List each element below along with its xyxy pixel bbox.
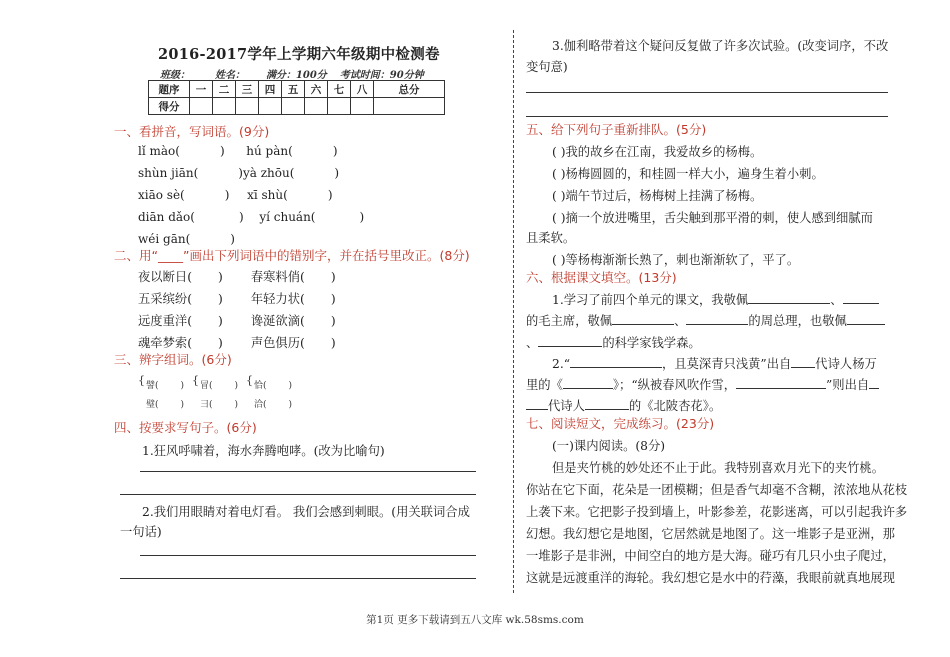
- blank[interactable]: [570, 356, 662, 368]
- correction-row: [138, 289, 336, 307]
- fill-text: 里的《: [526, 378, 563, 392]
- score-input-cell[interactable]: [351, 98, 374, 115]
- pinyin-item: ): [219, 144, 225, 158]
- correction-item: ): [330, 336, 336, 350]
- fill-text: 2.“: [552, 357, 571, 371]
- blank[interactable]: [526, 398, 548, 410]
- fill-text: 的《北陂杏花》。: [628, 399, 722, 413]
- correction-item: 年轻力状(: [250, 292, 305, 306]
- char-item: 譬(: [146, 381, 159, 391]
- score-cell: 总分: [374, 81, 445, 98]
- score-cell: 八: [351, 81, 374, 98]
- score-input-cell[interactable]: [282, 98, 305, 115]
- name-label: 姓名：: [214, 70, 245, 81]
- char-item: 冒(: [200, 381, 213, 391]
- page-footer: 第1页 更多下载请到五八文库 wk.58sms.com: [366, 614, 584, 626]
- correction-item: 谗涎欲滴(: [250, 314, 305, 328]
- fill-text: 的毛主席，敬佩: [526, 314, 613, 328]
- pinyin-item: yí chuán(: [259, 210, 316, 224]
- reading-subheading: (一)课内阅读。(8分): [552, 439, 666, 453]
- answer-line[interactable]: [140, 555, 476, 556]
- reading-paragraph-line: 但是夹竹桃的妙处还不止于此。我特别喜欢月光下的夹竹桃。: [552, 461, 885, 475]
- fill-text: 1.学习了前四个单元的课文，我敬佩: [552, 293, 749, 307]
- reading-paragraph-line: 你站在它下面，花朵是一团模糊；但是香气却毫不含糊，浓浓地从花枝: [526, 483, 908, 497]
- brace-icon: {: [138, 374, 145, 387]
- char-pair: [200, 397, 238, 410]
- correction-item: ): [218, 270, 223, 284]
- char-item: 洽(: [254, 400, 267, 410]
- correction-item: ): [218, 314, 223, 328]
- correction-item: ): [330, 314, 336, 328]
- char-group-1: [138, 374, 145, 387]
- score-input-cell[interactable]: [328, 98, 351, 115]
- class-label: 班级：: [160, 70, 190, 81]
- section-4-heading: 四、按要求写句子。(6分): [114, 420, 257, 435]
- pinyin-item: xiāo sè(: [138, 188, 185, 202]
- rewrite-question-2-cont: 一句话): [120, 525, 162, 539]
- pinyin-row: [138, 166, 339, 180]
- fill-blank-line: [526, 333, 701, 351]
- pinyin-item: ): [224, 188, 230, 202]
- blank[interactable]: [748, 292, 830, 304]
- pinyin-item: )yà zhōu(: [238, 166, 295, 180]
- pinyin-item: ): [230, 232, 235, 246]
- char-group-2: [192, 374, 199, 387]
- column-divider: [513, 30, 514, 593]
- pinyin-row: [138, 232, 235, 246]
- blank[interactable]: [686, 313, 748, 325]
- score-input-cell[interactable]: [305, 98, 328, 115]
- score-cell: 四: [259, 81, 282, 98]
- fill-text: 》；“纵被春风吹作雪，: [612, 378, 737, 392]
- pinyin-item: ): [334, 166, 340, 180]
- correction-item: 五采缤纷(: [138, 292, 192, 306]
- underline-mark: ____: [157, 248, 183, 263]
- fill-text: 的周总理，也敬佩: [748, 314, 847, 328]
- fill-text: ”则出自: [826, 378, 870, 392]
- score-cell: 一: [190, 81, 213, 98]
- score-cell: 二: [213, 81, 236, 98]
- correction-row: [138, 267, 336, 285]
- rewrite-question-1: 1.狂风呼啸着，海水奔腾咆哮。(改为比喻句): [142, 444, 385, 458]
- sentence-order-item: ( )我的故乡在江南，我爱故乡的杨梅。: [552, 145, 763, 159]
- section-7-heading: 七、阅读短文，完成练习。(23分): [526, 416, 715, 431]
- rewrite-question-3: 3.伽利略带着这个疑问反复做了许多次试验。(改变词序，不改: [552, 39, 889, 53]
- score-table-score-row: [149, 98, 445, 115]
- blank[interactable]: [538, 335, 602, 347]
- correction-item: ): [330, 270, 336, 284]
- sentence-order-item: ( )端午节过后，杨梅树上挂满了杨梅。: [552, 189, 763, 203]
- pinyin-row: [138, 144, 338, 158]
- char-pair: [254, 378, 292, 391]
- correction-item: ): [330, 292, 336, 306]
- blank[interactable]: [585, 398, 629, 410]
- sentence-order-item: ( )摘一个放进嘴里，舌尖触到那平滑的刺，使人感到细腻而: [552, 211, 873, 225]
- blank[interactable]: [791, 356, 815, 368]
- section-3-heading: 三、辨字组词。(6分): [114, 352, 232, 367]
- char-pair: [200, 378, 238, 391]
- section-2-heading-post: ”画出下列词语中的错别字，并在括号里改正。(8分): [182, 248, 470, 263]
- correction-item: ): [218, 336, 223, 350]
- correction-item: 魂牵梦索(: [138, 336, 192, 350]
- char-item: 彐(: [200, 400, 213, 410]
- char-item: ): [234, 400, 239, 410]
- pinyin-item: wéi gān(: [138, 232, 191, 246]
- char-item: ): [234, 381, 239, 391]
- answer-line[interactable]: [120, 494, 476, 495]
- blank[interactable]: [612, 313, 674, 325]
- score-input-cell[interactable]: [236, 98, 259, 115]
- sentence-order-item: ( )杨梅圆圆的，和桂圆一样大小，遍身生着小刺。: [552, 167, 824, 181]
- fill-text: 、: [674, 314, 687, 328]
- fill-text: 代诗人杨万: [815, 357, 877, 371]
- correction-item: 远度重洋(: [138, 314, 192, 328]
- char-item: 恰(: [254, 381, 267, 391]
- exam-time-label: 考试时间：90分钟: [339, 70, 424, 81]
- fill-blank-line: [526, 311, 885, 329]
- correction-item: ): [218, 292, 223, 306]
- exam-info: [160, 66, 424, 81]
- section-1-heading: 一、看拼音，写词语。(9分): [114, 124, 270, 139]
- pinyin-item: diān dǎo(: [138, 210, 195, 224]
- pinyin-item: ): [332, 144, 338, 158]
- char-group-3: [246, 374, 253, 387]
- exam-title: 2016-2017学年上学期六年级期中检测卷: [158, 46, 440, 63]
- fill-text: 代诗人: [548, 399, 585, 413]
- rewrite-question-3-cont: 变句意): [526, 60, 568, 74]
- pinyin-item: lǐ mào(: [138, 144, 180, 158]
- char-item: ): [180, 400, 185, 410]
- char-item: ): [288, 381, 293, 391]
- reading-paragraph-line: 一堆影子是非洲，中间空白的地方是大海。碰巧有几只小虫子爬过，: [526, 549, 895, 563]
- score-cell: 题序: [149, 81, 190, 98]
- correction-item: 声色俱历(: [250, 336, 305, 350]
- section-6-heading: 六、根据课文填空。(13分): [526, 270, 677, 285]
- char-item: ): [288, 400, 293, 410]
- pinyin-item: ): [327, 188, 333, 202]
- rewrite-question-2: 2.我们用眼睛对着电灯看。 我们会感到刺眼。(用关联词合成: [142, 505, 470, 519]
- pinyin-item: shùn jiān(: [138, 166, 199, 180]
- fill-blank-line: [526, 375, 879, 393]
- sentence-order-item-cont: 且柔软。: [526, 231, 576, 245]
- answer-line[interactable]: [526, 92, 888, 93]
- correction-item: 夜以断日(: [138, 270, 192, 284]
- pinyin-item: ): [359, 210, 365, 224]
- reading-paragraph-line: 上袭下来。它把影子投到墙上，叶影参差，花影迷离，可以引起我许多: [526, 505, 908, 519]
- fill-text: 、: [830, 293, 843, 307]
- score-cell: 三: [236, 81, 259, 98]
- score-table: [148, 80, 445, 115]
- fill-blank-line: [526, 396, 721, 414]
- score-input-cell[interactable]: [259, 98, 282, 115]
- fill-text: 的科学家钱学森。: [602, 336, 701, 350]
- pinyin-item: ): [238, 210, 244, 224]
- score-table-header-row: [149, 81, 445, 98]
- score-cell: 五: [282, 81, 305, 98]
- full-score-label: 满分：100分: [265, 70, 327, 81]
- score-cell: 得分: [149, 98, 190, 115]
- pinyin-item: hú pàn(: [246, 144, 293, 158]
- char-pair: [146, 397, 184, 410]
- correction-row: [138, 333, 336, 351]
- fill-blank-line: [552, 354, 877, 372]
- pinyin-item: xī shù(: [247, 188, 288, 202]
- blank[interactable]: [736, 377, 826, 389]
- blank[interactable]: [869, 377, 879, 389]
- score-input-cell[interactable]: [213, 98, 236, 115]
- char-pair: [146, 378, 184, 391]
- blank[interactable]: [563, 377, 613, 389]
- reading-paragraph-line: 这就是远渡重洋的海轮。我幻想它是水中的荇藻，我眼前就真地展现: [526, 571, 895, 585]
- answer-line[interactable]: [120, 578, 476, 579]
- score-input-cell[interactable]: [190, 98, 213, 115]
- fill-text: 、: [526, 336, 539, 350]
- score-cell: 六: [305, 81, 328, 98]
- reading-paragraph-line: 幻想。我幻想它是地图，它居然就是地图了。这一堆影子是亚洲，那: [526, 527, 895, 541]
- fill-blank-line: [552, 290, 879, 308]
- pinyin-row: [138, 210, 364, 224]
- blank[interactable]: [847, 313, 885, 325]
- char-item: ): [180, 381, 185, 391]
- section-2-heading: [114, 246, 470, 264]
- brace-icon: {: [246, 374, 253, 387]
- correction-row: [138, 311, 336, 329]
- answer-line[interactable]: [526, 116, 888, 117]
- correction-item: 春寒料俏(: [250, 270, 305, 284]
- char-pair: [254, 397, 292, 410]
- answer-line[interactable]: [140, 471, 476, 472]
- section-5-heading: 五、给下列句子重新排队。(5分): [526, 122, 707, 137]
- char-item: 璧(: [146, 400, 159, 410]
- score-cell: 七: [328, 81, 351, 98]
- fill-text: ，且莫深青只浅黄”出自: [662, 357, 792, 371]
- brace-icon: {: [192, 374, 199, 387]
- sentence-order-item: ( )等杨梅渐渐长熟了，刺也渐渐软了，平了。: [552, 253, 800, 267]
- pinyin-row: [138, 188, 333, 202]
- blank[interactable]: [843, 292, 879, 304]
- section-2-heading-pre: 二、用“: [114, 248, 158, 263]
- score-input-cell[interactable]: [374, 98, 445, 115]
